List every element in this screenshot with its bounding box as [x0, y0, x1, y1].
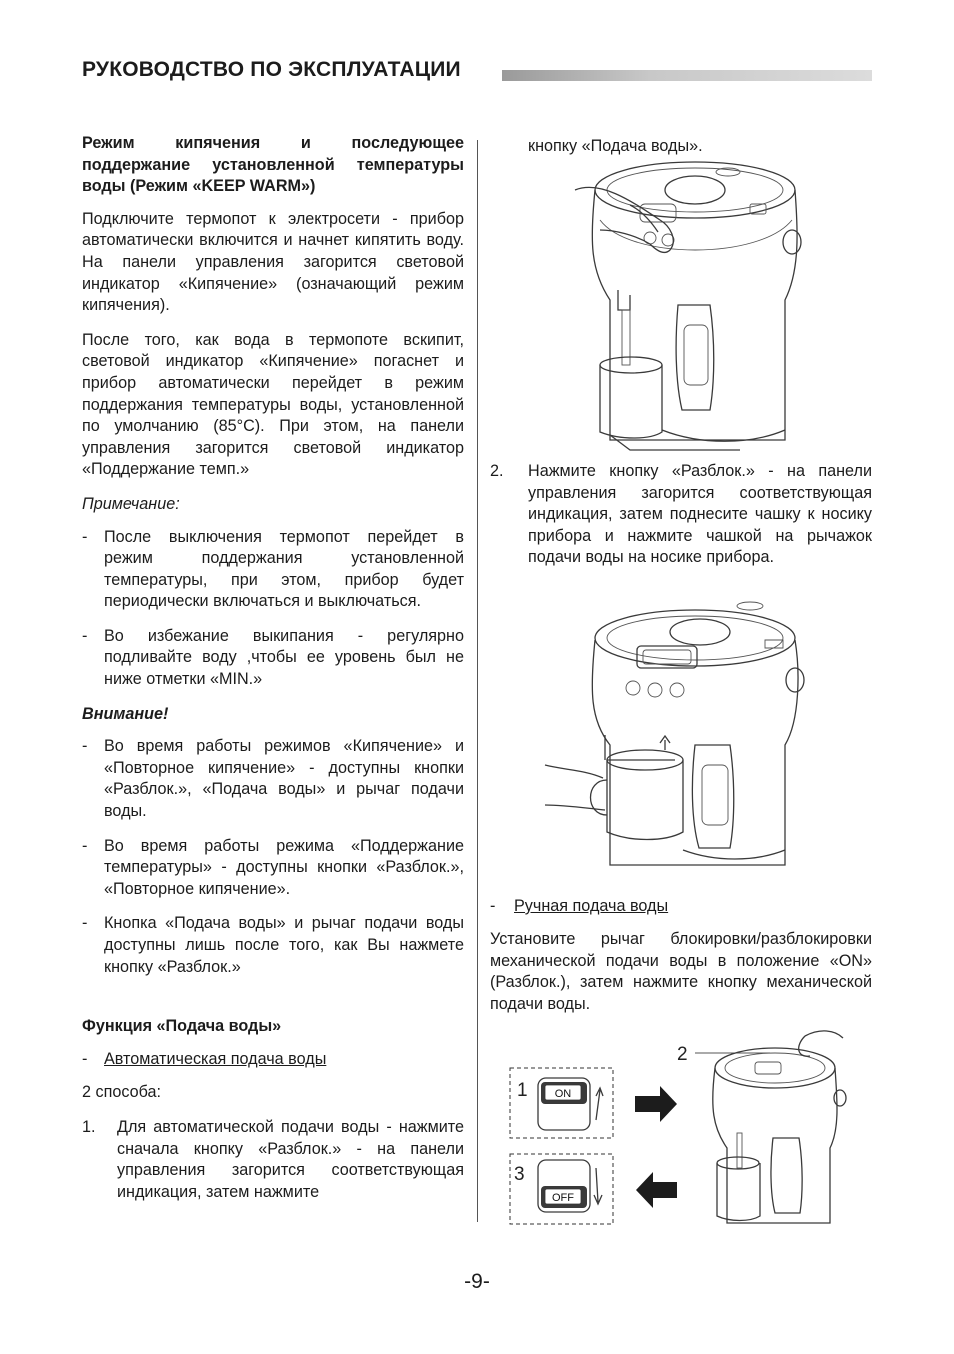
switch-on-label: ON: [554, 1088, 572, 1100]
header-rule: [502, 70, 872, 81]
step-1: [82, 1117, 464, 1203]
left-column: [82, 133, 464, 1216]
warning-item: - Во время работы режима «Поддержание температуры» - доступны кнопки «Разблок.», «Повторное кипячение».: [82, 836, 464, 901]
page-title: РУКОВОДСТВО ПО ЭКСПЛУАТАЦИИ: [82, 58, 461, 81]
manual-feed-item: - Ручная подача воды: [490, 896, 872, 918]
ways-text: 2 способа:: [82, 1083, 162, 1102]
manual-feed-text: Установите рычаг блокировки/разблокировки механической подачи воды в положение «ON» (Разблок.), затем нажмите кнопку механической подачи воды.: [490, 930, 872, 1013]
warning-text: Во время работы режима «Поддержание температуры» - доступны кнопки «Разблок.», «Повторное кипячение».: [104, 836, 464, 898]
auto-feed-item: - Автоматическая подача воды: [82, 1049, 464, 1071]
step-2: [490, 461, 872, 569]
arrow-right-icon: [635, 1086, 677, 1122]
note-item: - После выключения термопот перейдет в режим поддержания установленной температуры, при этом, прибор будет периодически включаться и выключаться.: [82, 527, 464, 613]
step-1-number: 1.: [82, 1117, 96, 1136]
switch-off-label: OFF: [552, 1192, 574, 1204]
manual-feed-label: Ручная подача воды: [514, 897, 669, 915]
thermopot-cup-lever-illustration: [545, 600, 805, 875]
note-text: После выключения термопот перейдет в режим поддержания установленной температуры, при этом, прибор будет периодически включаться и выключаться.: [104, 527, 464, 611]
note-label: Примечание:: [82, 494, 180, 513]
warning-text: Во время работы режимов «Кипячение» и «Повторное кипячение» - доступны кнопки «Разблок.», «Подача воды» и рычаг подачи воды.: [104, 737, 464, 821]
step-1-text: Для автоматической подачи воды - нажмите сначала кнопку «Разблок.» - на панели управления загорится соответствующая индикация, затем нажмите: [117, 1117, 464, 1201]
page-number: -9-: [464, 1270, 490, 1293]
paragraph-connect: Подключите термопот к электросети - прибор автоматически включится и начнет кипятить воду. На панели управления загорится световой индикатор «Кипячение» (означающий режим кипячения).: [82, 209, 464, 315]
arrow-left-icon: [636, 1172, 677, 1208]
column-divider: [477, 140, 478, 1222]
paragraph-after-boil: После того, как вода в термопоте вскипит, световой индикатор «Кипячение» погаснет и прибор автоматически перейдет в режим поддержания температуры воды, установленной по умолчанию (85°С). При этом, на панели управления загорится световой индикатор «Поддержание темп.»: [82, 330, 464, 479]
warning-text: Кнопка «Подача воды» и рычаг подачи воды доступны лишь после того, как Вы нажмете кнопку «Разблок.»: [104, 914, 464, 976]
note-item: - Во избежание выкипания - регулярно подливайте воду ,чтобы ее уровень был не ниже отметки «MIN.»: [82, 626, 464, 691]
function-heading: Функция «Подача воды»: [82, 1017, 282, 1036]
manual-feed-switch-diagram: [505, 1018, 865, 1228]
warning-item: - Кнопка «Подача воды» и рычаг подачи воды доступны лишь после того, как Вы нажмете кнопку «Разблок.»: [82, 913, 464, 978]
thermopot-press-button-illustration: [570, 160, 810, 450]
label-step-2: 2: [677, 1044, 688, 1065]
step-2-text: Нажмите кнопку «Разблок.» - на панели управления загорится соответствующая индикация, затем поднесите чашку к носику прибора и нажмите чашкой на рычажок подачи воды на носике прибора.: [528, 462, 872, 567]
warning-label: Внимание!: [82, 704, 169, 723]
step-1-continued: кнопку «Подача воды».: [528, 137, 703, 155]
section-heading-keep-warm: Режим кипячения и последующее поддержание установленной температуры воды (Режим «KEEP WARM»): [82, 134, 464, 196]
label-step-3: 3: [514, 1164, 525, 1185]
warning-item: - Во время работы режимов «Кипячение» и «Повторное кипячение» - доступны кнопки «Разблок.», «Подача воды» и рычаг подачи воды.: [82, 736, 464, 822]
note-text: Во избежание выкипания - регулярно подливайте воду ,чтобы ее уровень был не ниже отметки «MIN.»: [104, 626, 464, 689]
auto-feed-label: Автоматическая подача воды: [104, 1049, 327, 1068]
step-2-number: 2.: [490, 462, 504, 480]
label-step-1: 1: [517, 1080, 528, 1101]
